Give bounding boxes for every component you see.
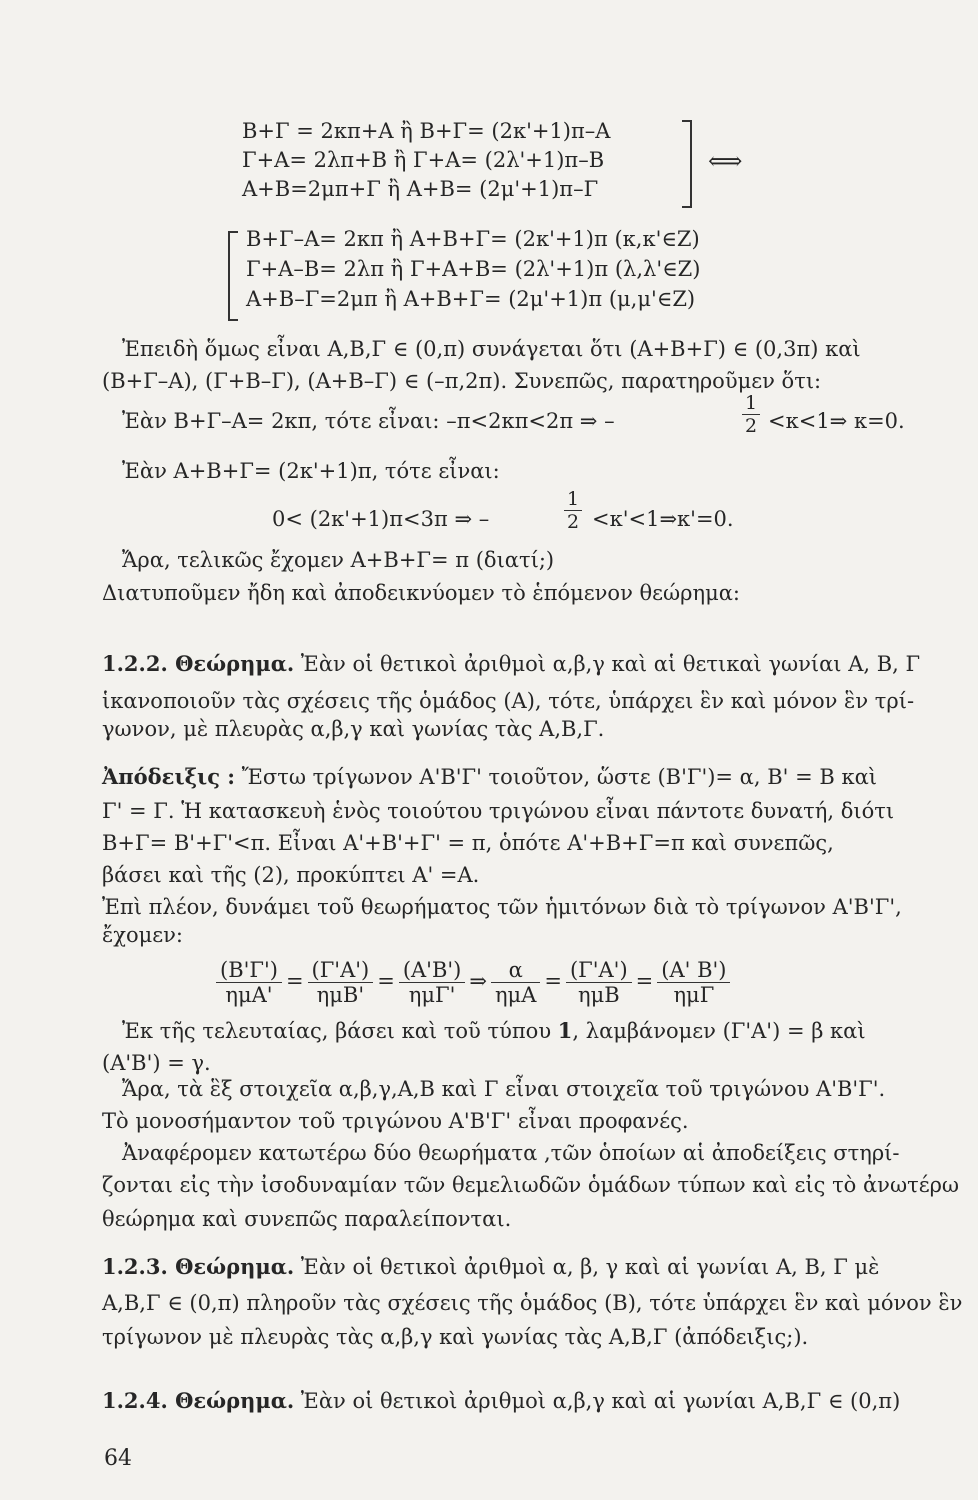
proof-text7: Ἐκ τῆς τελευταίας, βάσει καὶ τοῦ τύπου (122, 1019, 552, 1043)
theorem-1-2-2-line2: ἱκανοποιοῦν τὰς σχέσεις τῆς ὁμάδος (Α), τότε, ὑπάρχει ἓν καὶ μόνον ἓν τρί- (102, 689, 915, 713)
theorem-1-2-2-line3: γωνον, μὲ πλευρὰς α,β,γ καὶ γωνίας τὰς Α,Β,Γ. (102, 717, 605, 741)
fraction-numerator: (Α'Β') (399, 958, 466, 983)
proof-line1 (102, 764, 877, 790)
fraction-numerator: (Γ'Α') (308, 958, 374, 983)
fraction-g-a-over-sin-b-2 (566, 958, 632, 1007)
fraction-denominator: ημΑ' (225, 983, 273, 1007)
para1-line6: Ἄρα, τελικῶς ἔχομεν Α+Β+Γ= π (διατί;) (122, 548, 555, 572)
equals-sign: = (544, 969, 562, 993)
proof-line13: θεώρημα καὶ συνεπῶς παραλείπονται. (102, 1207, 512, 1231)
fraction-a-b-over-sin-g-2 (657, 958, 730, 1007)
proof-text1: Ἔστω τρίγωνον Α'Β'Γ' τοιοῦτον, ὥστε (Β'Γ')= α, Β' = Β καὶ (241, 765, 878, 789)
proof-line7 (122, 1018, 866, 1044)
fraction-denominator: ημΒ' (316, 983, 365, 1007)
para1-line3a: Ἐὰν Β+Γ–Α= 2κπ, τότε εἶναι: –π<2κπ<2π ⇒ – (122, 409, 615, 433)
system2-brace (228, 231, 238, 321)
proof-line3: Β+Γ= Β'+Γ'<π. Εἶναι Α'+Β'+Γ' = π, ὁπότε Α'+Β+Γ=π καὶ συνεπῶς, (102, 831, 834, 855)
fraction-g-a-over-sin-b (308, 958, 374, 1007)
fraction-numerator: α (491, 958, 540, 983)
para1-line7: Διατυποῦμεν ἤδη καὶ ἀποδεικνύομεν τὸ ἑπόμενον θεώρημα: (102, 581, 740, 605)
system1-line1: Β+Γ = 2κπ+Α ἢ Β+Γ= (2κ'+1)π–Α (242, 119, 611, 143)
theorem-1-2-3-line3: τρίγωνον μὲ πλευρὰς τὰς α,β,γ καὶ γωνίας τὰς Α,Β,Γ (ἀπόδειξις;). (102, 1325, 809, 1349)
theorem-1-2-3-line1 (102, 1254, 879, 1280)
proof-line11: Ἀναφέρομεν κατωτέρω δύο θεωρήματα ,τῶν ὁποίων αἱ ἀποδείξεις στηρί- (122, 1141, 900, 1165)
implies-arrow: ⇒ (469, 969, 487, 993)
fraction-numerator: (Β'Γ') (216, 958, 282, 983)
proof-line12: ζονται εἰς τὴν ἰσοδυναμίαν τῶν θεμελιωδῶν ὁμάδων τύπων καὶ εἰς τὸ ἀνωτέρω (102, 1173, 960, 1197)
fraction-denominator: 2 (567, 511, 580, 533)
para1-line5a: 0< (2κ'+1)π<3π ⇒ – (272, 507, 490, 531)
theorem-1-2-4-heading: 1.2.4. Θεώρημα. (102, 1388, 295, 1413)
proof-line4: βάσει καὶ τῆς (2), προκύπτει Α' =Α. (102, 863, 480, 887)
theorem-1-2-3-text1: Ἐὰν οἱ θετικοὶ ἀριθμοὶ α, β, γ καὶ αἱ γωνίαι Α, Β, Γ μὲ (300, 1255, 880, 1279)
proof-line6: ἔχομεν: (102, 923, 184, 947)
para1-line4: Ἐὰν Α+Β+Γ= (2κ'+1)π, τότε εἶναι: (122, 459, 500, 483)
proof-heading: Ἀπόδειξις : (102, 764, 236, 789)
fraction-denominator: 2 (745, 415, 758, 437)
system1-brace (682, 120, 692, 208)
theorem-1-2-2-heading: 1.2.2. Θεώρημα. (102, 651, 295, 676)
system2-line2: Γ+Α–Β= 2λπ ἢ Γ+Α+Β= (2λ'+1)π (λ,λ'∈Ζ) (246, 257, 701, 281)
theorem-1-2-4-text1: Ἐὰν οἱ θετικοὶ ἀριθμοὶ α,β,γ καὶ αἱ γωνίαι Α,Β,Γ ∈ (0,π) (300, 1389, 901, 1413)
fraction-a-b-over-sin-g (399, 958, 466, 1007)
formula-number: 1 (557, 1018, 573, 1043)
para1-line2: (Β+Γ–Α), (Γ+Β–Γ), (Α+Β–Γ) ∈ (–π,2π). Συνεπῶς, παρατηροῦμεν ὅτι: (102, 369, 822, 393)
proof-line10: Τὸ μονοσήμαντον τοῦ τριγώνου Α'Β'Γ' εἶναι προφανές. (102, 1109, 689, 1133)
theorem-1-2-2-text1: Ἐὰν οἱ θετικοὶ ἀριθμοὶ α,β,γ καὶ αἱ θετικαὶ γωνίαι Α, Β, Γ (300, 652, 921, 676)
fraction-denominator: ημΓ' (408, 983, 456, 1007)
fraction-half-2 (564, 488, 582, 533)
proof-line5: Ἐπὶ πλέον, δυνάμει τοῦ θεωρήματος τῶν ἡμιτόνων διὰ τὸ τρίγωνον Α'Β'Γ', (102, 895, 902, 919)
page-number: 64 (104, 1446, 132, 1471)
fraction-numerator: (Α' Β') (657, 958, 730, 983)
theorem-1-2-3-heading: 1.2.3. Θεώρημα. (102, 1254, 295, 1279)
fraction-alpha-over-sin-a (491, 958, 540, 1007)
theorem-1-2-3-line2: Α,Β,Γ ∈ (0,π) πληροῦν τὰς σχέσεις τῆς ὁμάδος (Β), τότε ὑπάρχει ἓν καὶ μόνον ἓν (102, 1291, 963, 1315)
theorem-1-2-4-line1 (102, 1388, 900, 1414)
theorem-1-2-2-line1 (102, 651, 920, 677)
fraction-numerator: 1 (564, 488, 582, 511)
proof-line2: Γ' = Γ. Ἡ κατασκευὴ ἑνὸς τοιούτου τριγώνου εἶναι πάντοτε δυνατή, διότι (102, 799, 895, 823)
proof-line8: (Α'Β') = γ. (102, 1051, 211, 1075)
system1-line2: Γ+Α= 2λπ+Β ἢ Γ+Α= (2λ'+1)π–Β (242, 148, 605, 172)
fraction-b-g-over-sin-a (216, 958, 282, 1007)
equivalence-arrow: ⟺ (708, 147, 743, 175)
equals-sign: = (377, 969, 395, 993)
system2-line1: Β+Γ–Α= 2κπ ἢ Α+Β+Γ= (2κ'+1)π (κ,κ'∈Ζ) (246, 227, 700, 251)
sine-law-equation (212, 958, 734, 1007)
equals-sign: = (635, 969, 654, 993)
proof-text7b: , λαμβάνομεν (Γ'Α') = β καὶ (572, 1019, 866, 1043)
para1-line1: Ἐπειδὴ ὅμως εἶναι Α,Β,Γ ∈ (0,π) συνάγεται ὅτι (Α+Β+Γ) ∈ (0,3π) καὶ (122, 337, 861, 361)
fraction-denominator: ημΑ (494, 983, 537, 1007)
fraction-denominator: ημΓ (673, 983, 715, 1007)
fraction-half-1 (742, 392, 760, 437)
proof-line9: Ἄρα, τὰ ἓξ στοιχεῖα α,β,γ,Α,Β καὶ Γ εἶναι στοιχεῖα τοῦ τριγώνου Α'Β'Γ'. (122, 1077, 886, 1101)
fraction-denominator: ημΒ (577, 983, 620, 1007)
system2-line3: Α+Β–Γ=2μπ ἢ Α+Β+Γ= (2μ'+1)π (μ,μ'∈Ζ) (246, 287, 696, 311)
equals-sign: = (285, 969, 304, 993)
fraction-numerator: 1 (742, 392, 760, 415)
para1-line5b: <κ'<1⇒κ'=0. (592, 507, 734, 531)
para1-line3b: <κ<1⇒ κ=0. (768, 409, 905, 433)
system1-line3: Α+Β=2μπ+Γ ἢ Α+Β= (2μ'+1)π–Γ (242, 177, 599, 201)
fraction-numerator: (Γ'Α') (566, 958, 632, 983)
